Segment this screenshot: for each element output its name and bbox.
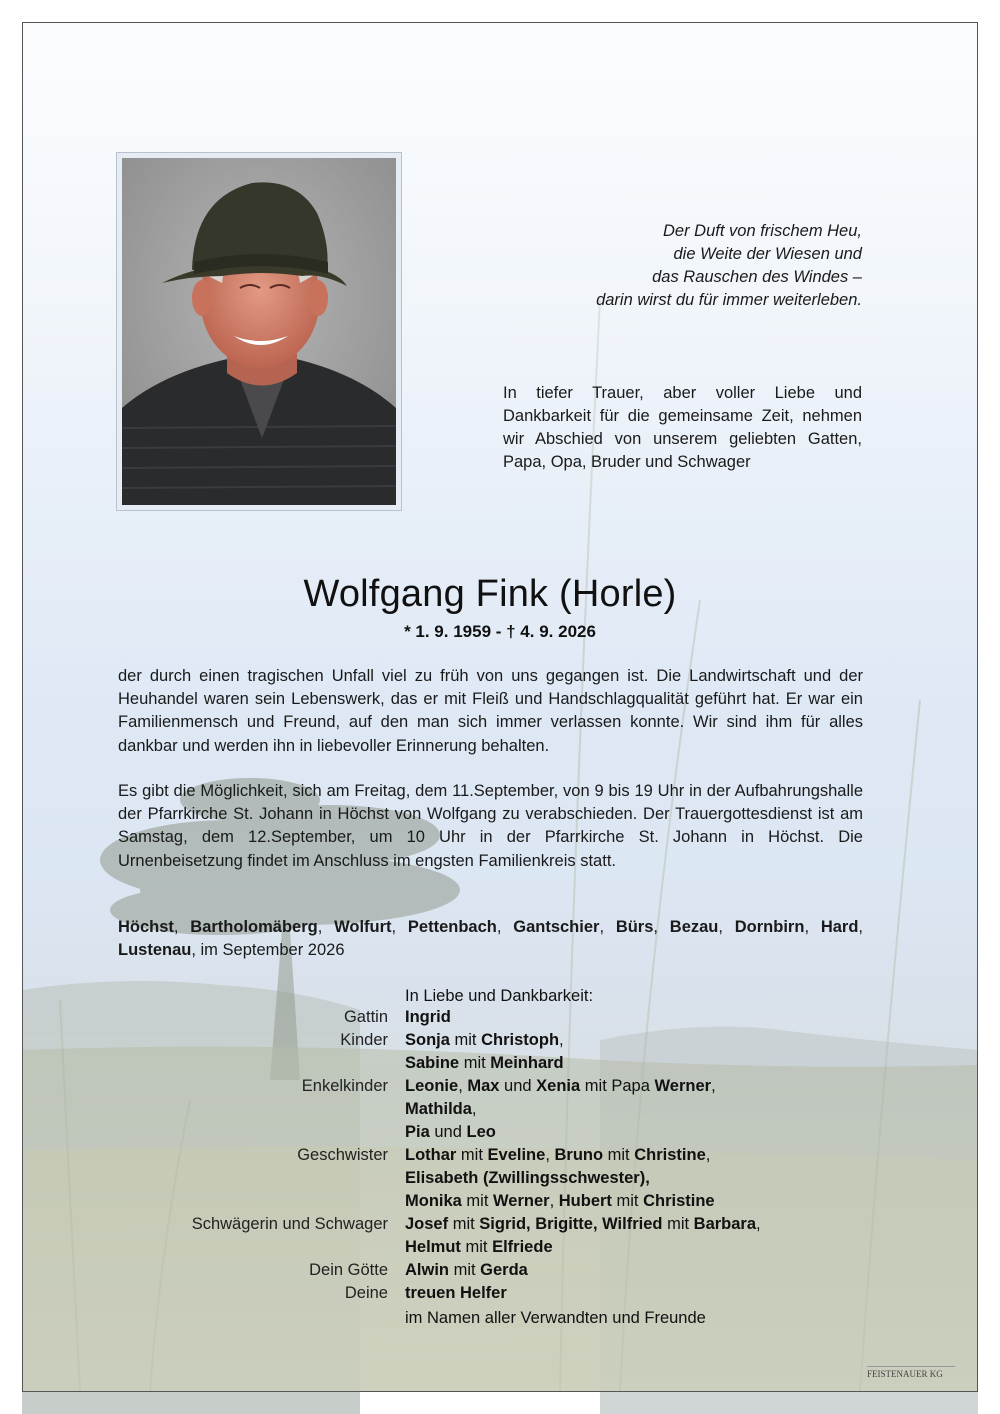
mourner-names: Mathilda, bbox=[405, 1100, 477, 1118]
place-name: Pettenbach bbox=[407, 918, 497, 936]
mourner-names: Sonja mit Christoph, bbox=[405, 1031, 564, 1049]
place-name: Bürs bbox=[615, 918, 654, 936]
verse-line: Der Duft von frischem Heu, bbox=[663, 222, 862, 240]
funeral-details-paragraph: Es gibt die Möglichkeit, sich am Freitag, dem 11.September, von 9 bis 19 Uhr in der Aufbahrungshalle der Pfarrkirche St. Johann in Höchst von Wolfgang zu verabschieden. Der Trauergottesdienst ist am Samstag, dem 12.September, um 10 Uhr in der Pfarrkirche St. Johann in Höchst. Die Urnenbeisetzung findet im Anschluss im engsten Familienkreis statt. bbox=[118, 782, 863, 870]
mourner-row bbox=[0, 1029, 1000, 1052]
closing-line: im Namen aller Verwandten und Freunde bbox=[405, 1309, 706, 1327]
memorial-verse bbox=[470, 220, 862, 312]
mourner-row bbox=[0, 1121, 1000, 1144]
verse-line: das Rauschen des Windes – bbox=[652, 268, 862, 286]
places-date: , im September 2026 bbox=[191, 941, 345, 960]
place-name: Hard bbox=[820, 918, 859, 936]
mourner-names: Sabine mit Meinhard bbox=[405, 1054, 564, 1072]
mourner-row bbox=[0, 1144, 1000, 1167]
deceased-name: Wolfgang Fink (Horle) bbox=[303, 573, 677, 615]
mourner-names: Ingrid bbox=[405, 1008, 451, 1026]
portrait-frame bbox=[116, 152, 402, 511]
mourner-row bbox=[0, 1006, 1000, 1029]
mourner-row bbox=[0, 1282, 1000, 1305]
mourner-row bbox=[0, 1052, 1000, 1075]
mourner-relation: Kinder bbox=[340, 1031, 388, 1049]
mourner-relation: Enkelkinder bbox=[301, 1077, 388, 1095]
mourners-list bbox=[0, 1006, 1000, 1305]
place-name: Höchst bbox=[118, 918, 174, 936]
mourner-names: Monika mit Werner, Hubert mit Christine bbox=[405, 1192, 715, 1210]
mourner-row bbox=[0, 1213, 1000, 1236]
mourner-names: Helmut mit Elfriede bbox=[405, 1238, 553, 1256]
place-name: Dornbirn bbox=[734, 918, 805, 936]
funeral-home-logo: FEISTENAUER KG bbox=[867, 1366, 955, 1381]
mourner-names: Elisabeth (Zwillingsschwester), bbox=[405, 1169, 650, 1187]
place-name: Bartholomäberg bbox=[190, 918, 318, 936]
mourner-names: Leonie, Max und Xenia mit Papa Werner, bbox=[405, 1077, 716, 1095]
mourner-names: treuen Helfer bbox=[405, 1284, 507, 1302]
place-name: Wolfurt bbox=[334, 918, 392, 936]
mourner-row bbox=[0, 1098, 1000, 1121]
mourner-names: Pia und Leo bbox=[405, 1123, 496, 1141]
mourner-row bbox=[0, 1075, 1000, 1098]
mourners-heading: In Liebe und Dankbarkeit: bbox=[405, 987, 594, 1005]
mourner-row bbox=[0, 1259, 1000, 1282]
verse-line: die Weite der Wiesen und bbox=[673, 245, 862, 263]
mourner-names: Josef mit Sigrid, Brigitte, Wilfried mit Barbara, bbox=[405, 1215, 761, 1233]
intro-text: In tiefer Trauer, aber voller Liebe und Dankbarkeit für die gemeinsame Zeit, nehmen wir Abschied von unserem geliebten Gatten, Papa, Opa, Bruder und Schwager bbox=[503, 384, 862, 471]
mourner-relation: Schwägerin und Schwager bbox=[191, 1215, 388, 1233]
mourner-row bbox=[0, 1167, 1000, 1190]
mourner-relation: Deine bbox=[344, 1284, 388, 1302]
mourner-relation: Dein Götte bbox=[309, 1261, 388, 1279]
place-name: Gantschier bbox=[513, 918, 600, 936]
tribute-paragraph: der durch einen tragischen Unfall viel zu früh von uns gegangen ist. Die Landwirtschaft und der Heuhandel waren sein Lebenswerk, das er mit Fleiß und Handschlagqualität geführt hat. Er war ein Familienmensch und Freund, auf den man sich immer verlassen konnte. Wir sind ihm für alles dankbar und werden ihn in liebevoller Erinnerung behalten. bbox=[118, 667, 863, 755]
life-dates: * 1. 9. 1959 - † 4. 9. 2026 bbox=[404, 622, 596, 641]
verse-line: darin wirst du für immer weiterleben. bbox=[596, 291, 862, 309]
mourner-relation: Geschwister bbox=[297, 1146, 388, 1164]
place-name: Bezau bbox=[669, 918, 719, 936]
mourner-names: Lothar mit Eveline, Bruno mit Christine, bbox=[405, 1146, 711, 1164]
mourner-relation: Gattin bbox=[343, 1008, 388, 1026]
mourner-row bbox=[0, 1236, 1000, 1259]
place-name: Lustenau bbox=[118, 941, 192, 960]
places-and-date: Höchst, Bartholomäberg, Wolfurt, Pettenbach, Gantschier, Bürs, Bezau, Dornbirn, Hard, Lustenau, im September 2026 bbox=[118, 918, 863, 960]
portrait-photo bbox=[122, 158, 396, 505]
mourner-row bbox=[0, 1190, 1000, 1213]
mourner-names: Alwin mit Gerda bbox=[405, 1261, 528, 1279]
